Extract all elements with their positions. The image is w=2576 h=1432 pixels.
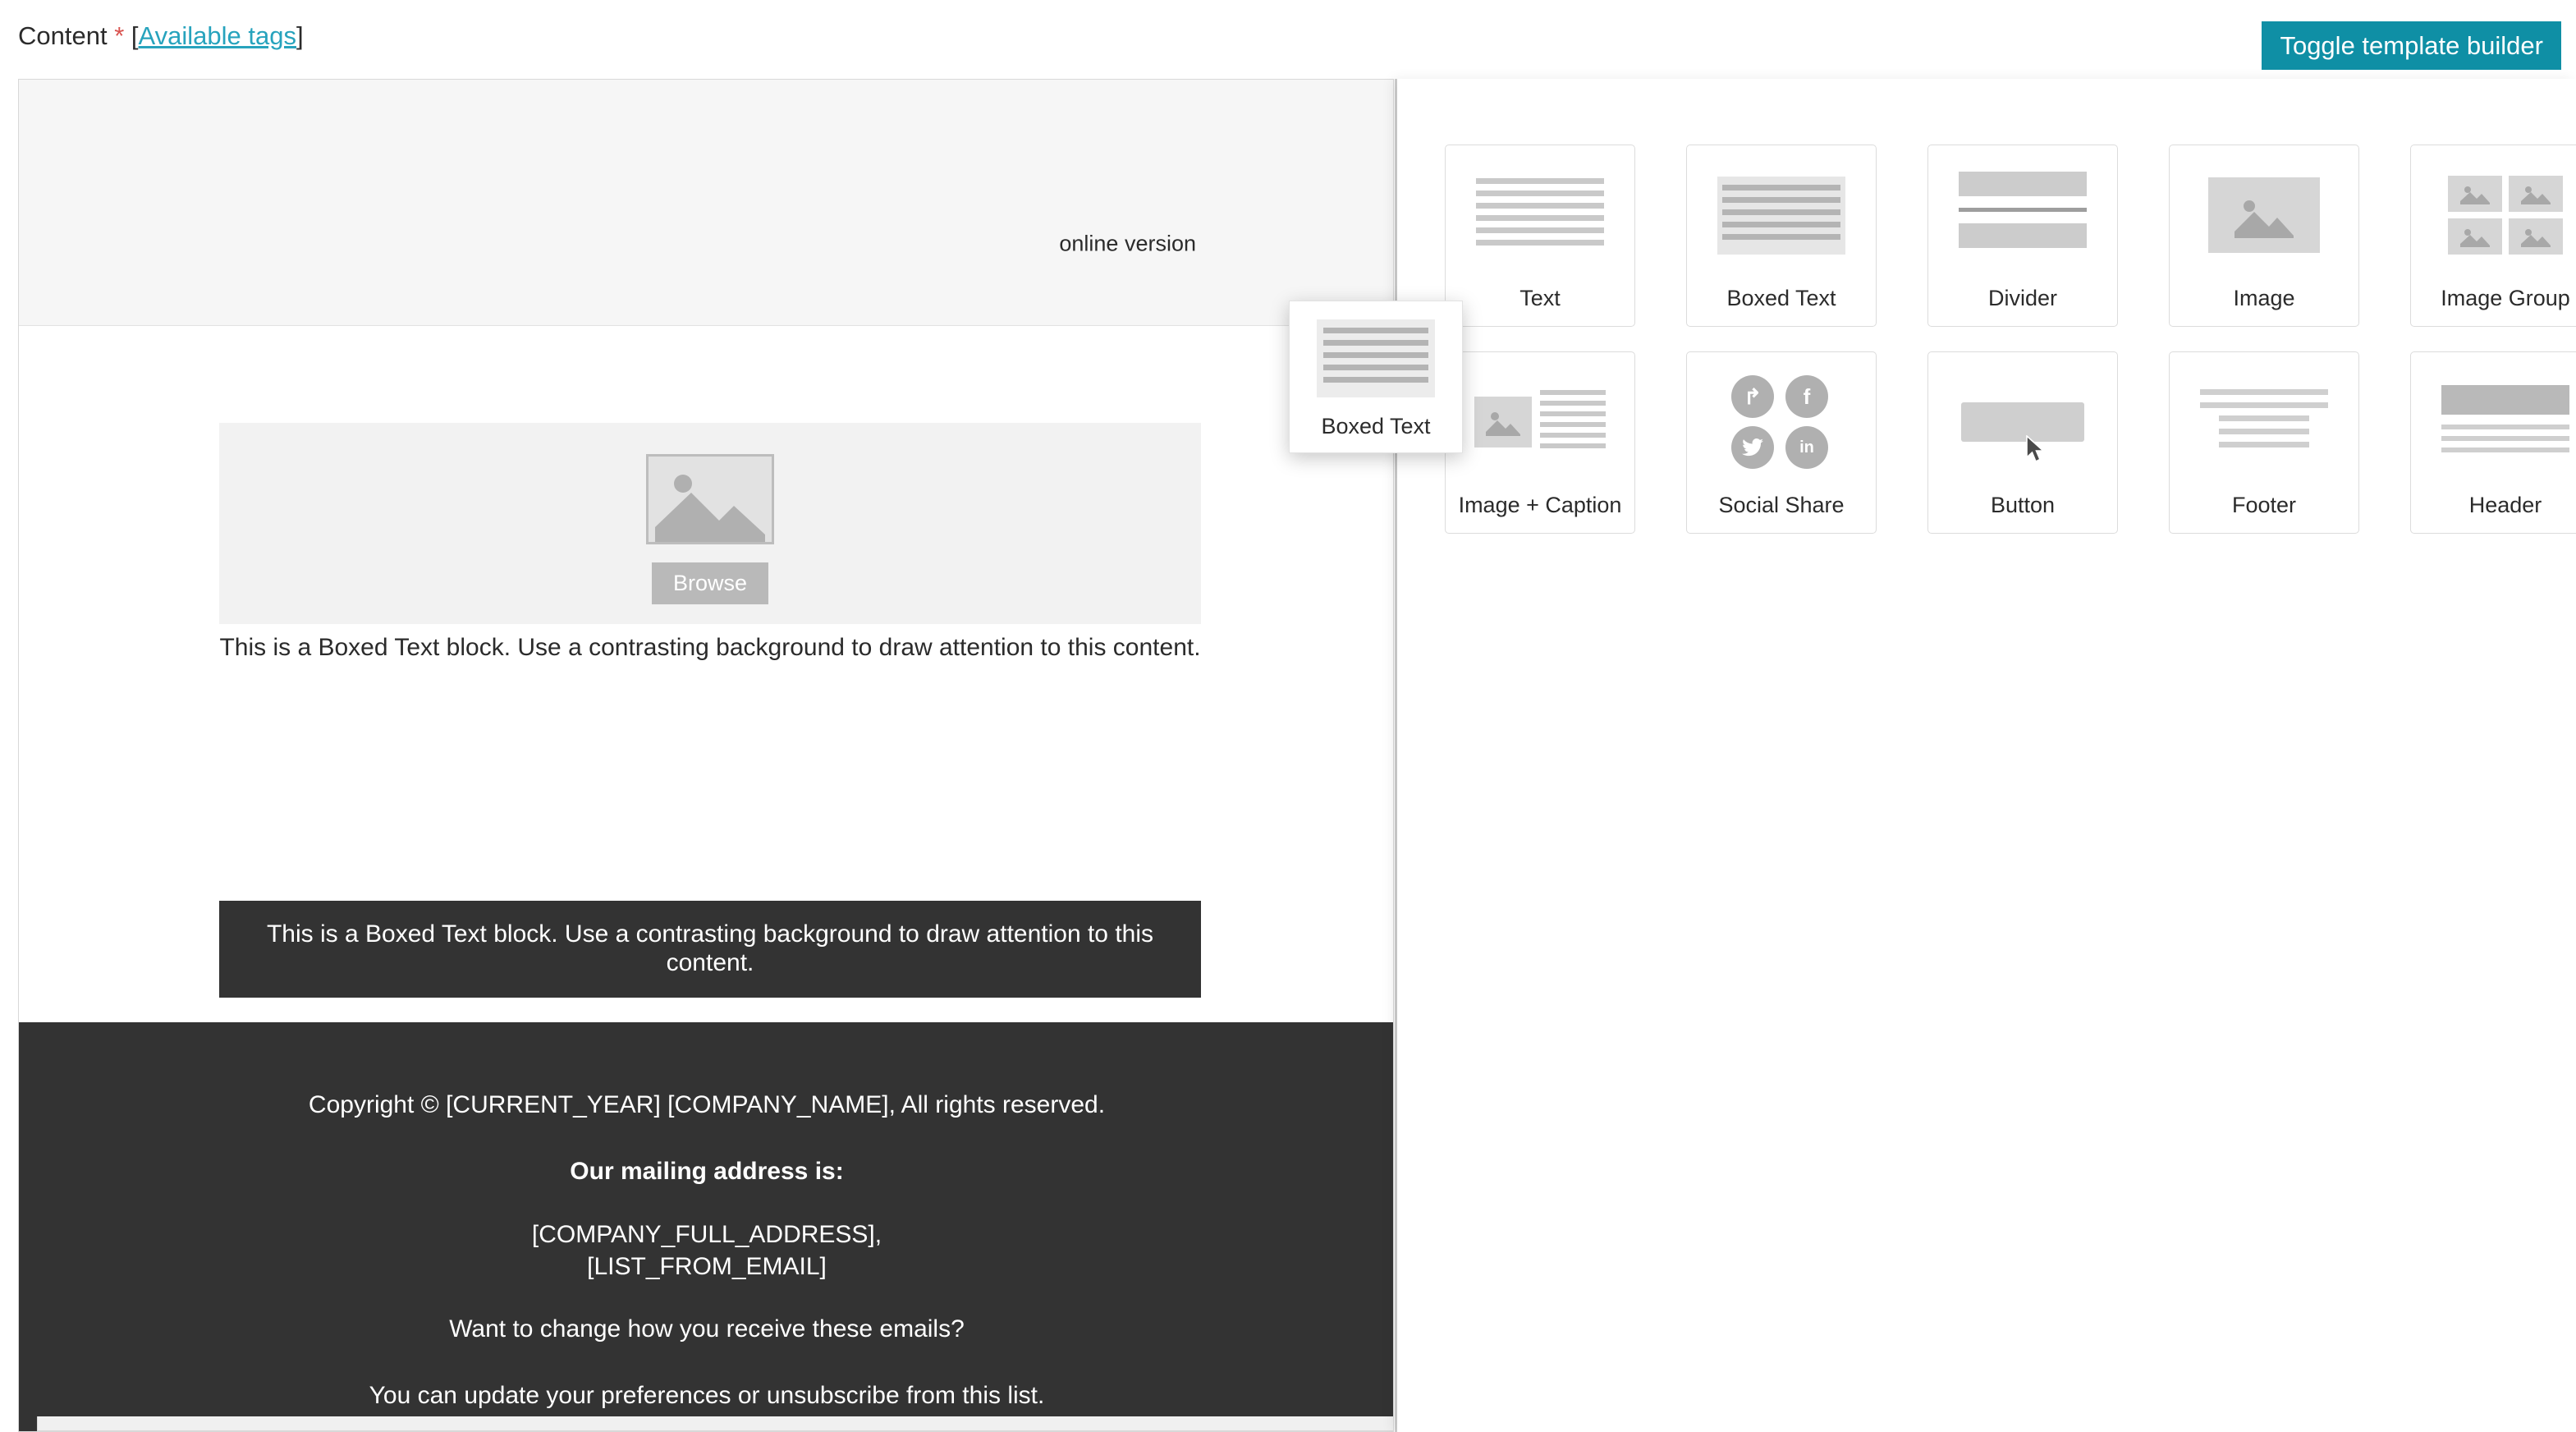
email-footer-block[interactable] [19, 1022, 1394, 1432]
block-card-social-share[interactable] [1686, 351, 1877, 534]
available-tags-link[interactable]: Available tags [138, 21, 296, 50]
block-label-image-caption: Image + Caption [1458, 493, 1622, 517]
cursor-icon [2025, 435, 2047, 463]
facebook-icon: f [1785, 375, 1828, 418]
bracket-open: [ [131, 21, 139, 50]
preview-bottom-strip [37, 1416, 1394, 1431]
footer-block-icon [2198, 374, 2330, 470]
content-field-label [18, 21, 304, 51]
email-preview-pane[interactable] [18, 79, 1394, 1432]
button-block-icon [1957, 374, 2088, 470]
footer-question: Want to change how you receive these emails? [449, 1315, 965, 1342]
footer-mailing-heading: Our mailing address is: [570, 1157, 844, 1185]
block-card-button[interactable] [1927, 351, 2118, 534]
block-label-social-share: Social Share [1718, 493, 1845, 517]
toggle-template-builder-button[interactable]: Toggle template builder [2262, 21, 2561, 70]
block-card-footer[interactable] [2169, 351, 2359, 534]
footer-address-line-2: [LIST_FROM_EMAIL] [587, 1253, 827, 1280]
divider-block-icon [1957, 167, 2088, 264]
block-card-boxed-text[interactable] [1686, 145, 1877, 327]
block-label-image-group: Image Group [2441, 286, 2570, 310]
block-card-image[interactable] [2169, 145, 2359, 327]
social-share-block-icon [1716, 374, 1847, 470]
block-card-divider[interactable] [1927, 145, 2118, 327]
boxed-text-block[interactable]: This is a Boxed Text block. Use a contrasting background to draw attention to this content. [219, 901, 1201, 998]
online-version-text[interactable]: online version [1059, 231, 1196, 256]
required-asterisk: * [114, 21, 125, 50]
block-label-text: Text [1519, 286, 1561, 310]
share-arrow-icon: ↱ [1731, 375, 1774, 418]
drag-ghost-boxed-text[interactable] [1289, 301, 1463, 453]
footer-address-line-1: [COMPANY_FULL_ADDRESS], [531, 1221, 882, 1248]
browse-button[interactable]: Browse [652, 562, 768, 604]
footer-address [19, 1219, 1394, 1283]
email-body-section [19, 326, 1393, 1020]
block-label-image: Image [2233, 286, 2295, 310]
image-block-icon [2198, 167, 2330, 264]
block-card-image-group[interactable] [2410, 145, 2576, 327]
text-block-icon [1474, 167, 1606, 264]
image-upload-block[interactable] [219, 423, 1201, 624]
image-group-block-icon [2440, 167, 2571, 264]
twitter-icon [1731, 426, 1774, 469]
image-caption-block-icon [1474, 374, 1606, 470]
block-label-boxed-text: Boxed Text [1726, 286, 1836, 310]
block-label-button: Button [1990, 493, 2056, 517]
block-card-text[interactable] [1445, 145, 1635, 327]
top-bar [0, 0, 2576, 79]
template-builder-pane [1397, 79, 2576, 1432]
bracket-close: ] [296, 21, 304, 50]
content-label-text: Content [18, 21, 108, 50]
image-placeholder-icon [646, 454, 774, 544]
block-label-divider: Divider [1987, 286, 2058, 310]
header-block-icon [2440, 374, 2571, 470]
drag-ghost-label: Boxed Text [1321, 414, 1431, 438]
main-area [0, 79, 2576, 1432]
block-card-header[interactable] [2410, 351, 2576, 534]
email-header-section[interactable] [19, 80, 1393, 326]
boxed-text-block-icon [1716, 167, 1847, 264]
block-card-image-caption[interactable] [1445, 351, 1635, 534]
boxed-text-block-icon [1317, 319, 1435, 397]
block-palette-grid [1445, 145, 2576, 534]
plain-text-block[interactable]: This is a Boxed Text block. Use a contrasting background to draw attention to this content. [219, 634, 1201, 661]
block-label-footer: Footer [2231, 493, 2297, 517]
footer-copyright: Copyright © [CURRENT_YEAR] [COMPANY_NAME], All rights reserved. [308, 1091, 1106, 1118]
linkedin-icon: in [1785, 426, 1828, 469]
footer-preferences[interactable]: You can update your preferences or unsubscribe from this list. [369, 1381, 1045, 1409]
block-label-header: Header [2468, 493, 2542, 517]
